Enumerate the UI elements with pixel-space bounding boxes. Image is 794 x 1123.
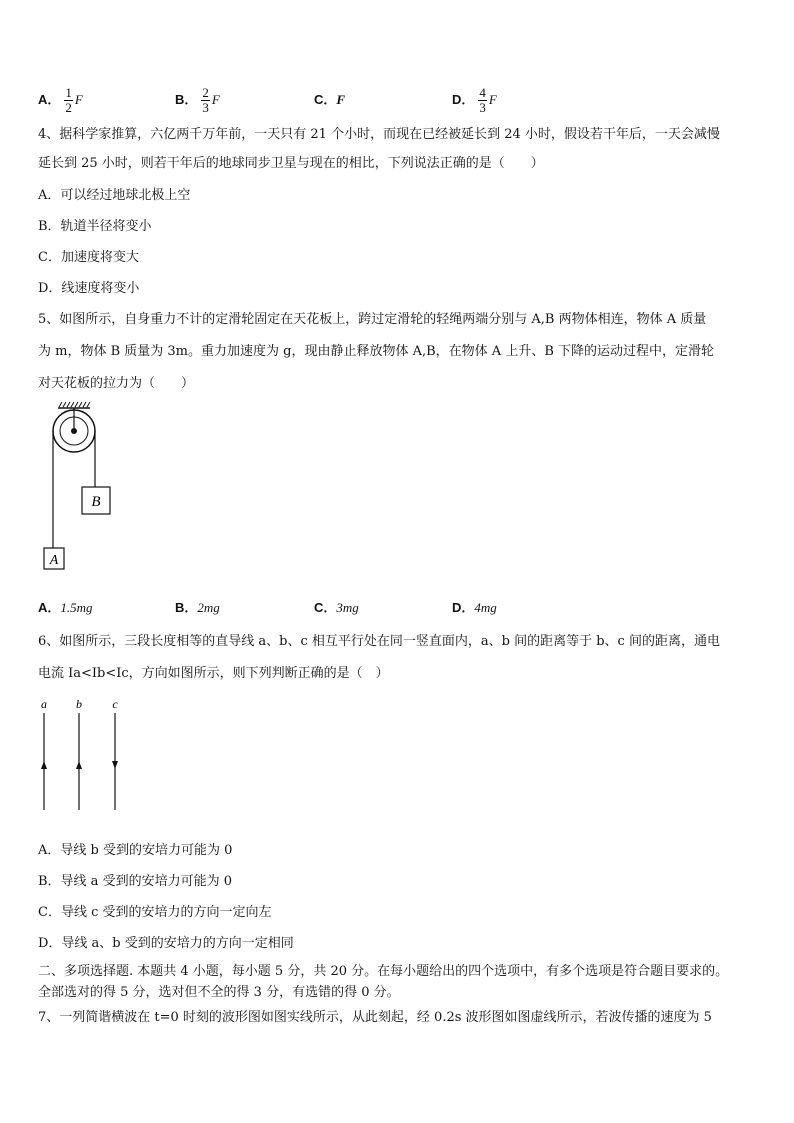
fraction: $\frac{4}{3}$	[479, 85, 486, 115]
q4-option-b: B．轨道半径将变小	[38, 219, 152, 234]
fraction: $\frac{1}{2}$	[65, 85, 72, 115]
wire-c-label: c	[112, 697, 118, 711]
wire-a-arrow-up	[41, 761, 47, 769]
ceiling-hatch	[59, 402, 90, 407]
q5-option-b: B．2mg	[175, 600, 220, 615]
q5-option-a: A．1.5mg	[38, 600, 93, 615]
q6-option-d: D．导线 a、b 受到的安培力的方向一定相同	[38, 936, 294, 951]
wire-b-arrow-up	[76, 761, 82, 769]
wire-b-label: b	[76, 697, 82, 711]
q5-option-c: C．3mg	[314, 600, 359, 615]
block-b-label: B	[91, 494, 101, 510]
wire-a-label: a	[41, 697, 47, 711]
q3-option-d: D． $\frac{4}{3}$ F	[452, 85, 497, 115]
q5-stem-line-1: 5、如图所示，自身重力不计的定滑轮固定在天花板上，跨过定滑轮的轻绳两端分别与 A,B 两物体相连，物体 A 质量	[38, 312, 707, 327]
q6-option-a: A．导线 b 受到的安培力可能为 0	[38, 843, 233, 858]
q7-stem-line-1: 7、一列简谐横波在 t=0 时刻的波形图如图实线所示，从此刻起，经 0.2s 波形图如图虚线所示，若波传播的速度为 5	[38, 1010, 712, 1025]
block-a-label: A	[49, 553, 59, 568]
q3-option-c: C．F	[314, 92, 346, 107]
q4-option-d: D．线速度将变小	[38, 281, 140, 296]
q3-option-a: A． $\frac{1}{2}$ F	[38, 85, 83, 115]
pulley-axle	[71, 428, 77, 434]
q5-stem-line-3: 对天花板的拉力为（ ）	[38, 376, 195, 391]
q6-option-b: B．导线 a 受到的安培力可能为 0	[38, 874, 232, 889]
q5-option-d: D．4mg	[452, 600, 497, 615]
q6-stem-line-2: 电流 Ia<Ib<Ic，方向如图所示，则下列判断正确的是（ ）	[38, 666, 389, 681]
q4-option-a: A．可以经过地球北极上空	[38, 188, 191, 203]
q4-stem-line-1: 4、据科学家推算，六亿两千万年前，一天只有 21 个小时，而现在已经被延长到 24 小时，假设若干年后，一天会减慢	[38, 127, 720, 142]
pulley-figure	[38, 400, 128, 575]
q5-stem-line-2: 为 m，物体 B 质量为 3m。重力加速度为 g，现由静止释放物体 A,B，在物体 A 上升、B 下降的运动过程中，定滑轮	[38, 344, 715, 359]
wire-c-arrow-down	[112, 761, 118, 769]
section-2-heading-line-1: 二、多项选择题. 本题共 4 小题，每小题 5 分，共 20 分。在每小题给出的四个选项中，有多个选项是符合题目要求的。	[38, 964, 729, 979]
wires-figure	[30, 695, 140, 815]
fraction: $\frac{2}{3}$	[202, 85, 209, 115]
q6-stem-line-1: 6、如图所示，三段长度相等的直导线 a、b、c 相互平行处在同一竖直面内，a、b 间的距离等于 b、c 间的距离，通电	[38, 634, 720, 649]
q4-option-c: C．加速度将变大	[38, 250, 139, 265]
q3-option-b: B． $\frac{2}{3}$ F	[175, 85, 220, 115]
q6-option-c: C．导线 c 受到的安培力的方向一定向左	[38, 905, 272, 920]
q4-stem-line-2: 延长到 25 小时，则若干年后的地球同步卫星与现在的相比，下列说法正确的是（ ）	[38, 156, 544, 171]
section-2-heading-line-2: 全部选对的得 5 分，选对但不全的得 3 分，有选错的得 0 分。	[38, 985, 400, 1000]
